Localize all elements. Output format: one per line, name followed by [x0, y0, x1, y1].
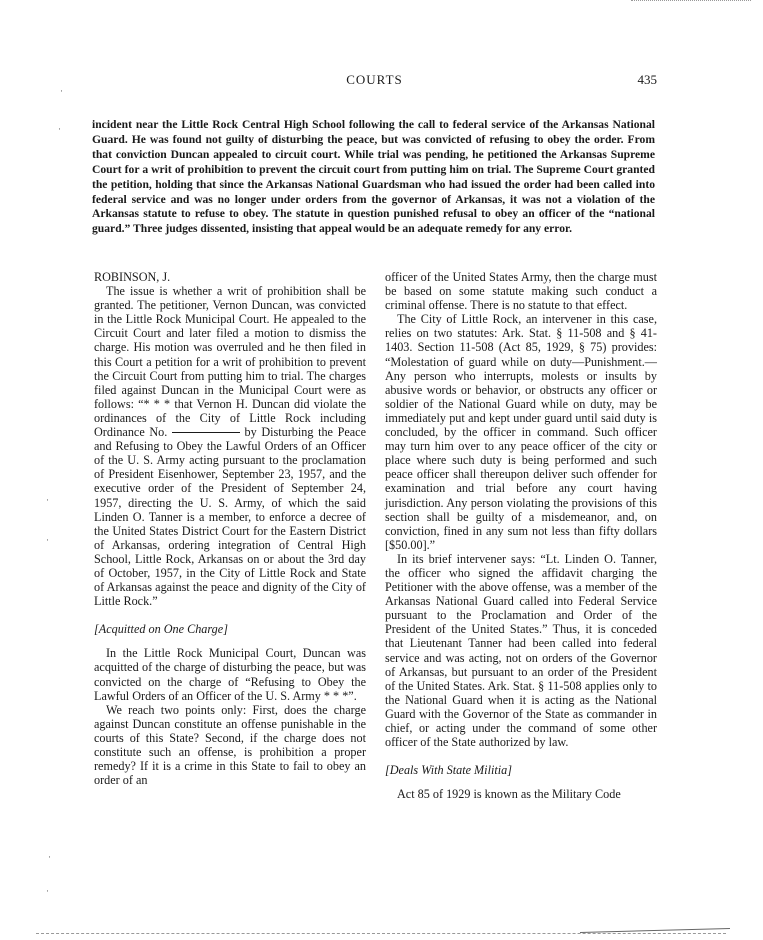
scan-speck: · [46, 886, 49, 896]
running-head [92, 72, 657, 88]
opinion-author: ROBINSON, J. [94, 270, 171, 284]
scan-speck: · [48, 852, 51, 862]
ordinance-number-blank [172, 432, 240, 433]
subheading-acquitted: [Acquitted on One Charge] [94, 622, 228, 637]
left-column [94, 270, 366, 787]
page-number: 435 [637, 72, 657, 87]
opinion-paragraph-7: Act 85 of 1929 is known as the Military Code [397, 787, 621, 802]
scan-speck: · [58, 124, 61, 134]
paragraph-1-part-b: by Disturbing the Peace and Refusing to Obey the Lawful Orders of an Officer of the U. S. Army acting pursuant to the proclamation of President Eisenhower, September 23, 1957, and the executive order of the President of September 24, 1957, directing the U. S. Army, of which the said Linden O. Tanner is a member, to enforce a decree of the United States District Court for the Eastern District of Arkansas, ordering integration of Central High School, Little Rock, Arkansas on or about the 3rd day of October, 1957, in the City of Little Rock and State of Arkansas against the peace and dignity of the City of Little Rock.” [94, 425, 366, 609]
scan-speck: · [60, 86, 63, 96]
paragraph-1-part-a: The issue is whether a writ of prohibition shall be granted. The petitioner, Vernon Duncan, was convicted in the Little Rock Municipal Court. He appealed to the Circuit Court and later filed a motion to dismiss the charge. His motion was overruled and he then filed in this Court a petition for a writ of prohibition to prevent the Circuit Court from putting him to trial. The charges filed against Duncan in the Municipal Court were as follows: “* * * that Vernon H. Duncan did violate the ordinances of the City of Little Rock including Ordinance No. [94, 284, 366, 440]
headnote: incident near the Little Rock Central High School following the call to federal service of the Arkansas National Guard. He was found not guilty of disturbing the peace, but was convicted of refusing to obey the order. From that conviction Duncan appealed to circuit court. While trial was pending, he petitioned the Arkansas Supreme Court for a writ of prohibition to prevent the circuit court from putting him on trial. The Supreme Court granted the petition, holding that since the Arkansas National Guardsman who had issued the order had been called into federal service and was no longer under orders from the governor of Arkansas, it was not a violation of the Arkansas statute to refuse to obey. The statute in question punished refusal to obey an officer of the “national guard.” Three judges dissented, insisting that appeal would be an adequate remedy for any error. [92, 118, 655, 236]
right-column [385, 270, 657, 801]
opinion-paragraph-3: We reach two points only: First, does the charge against Duncan constitute an offense punishable in the courts of this State? Second, if the charge does not constitute such an offense, is prohibition a proper remedy? If it is a crime in this State to fail to obey an order of an [94, 702, 366, 788]
scan-artifact-bottom [36, 933, 726, 934]
opinion-paragraph-5: The City of Little Rock, an intervener in this case, relies on two statutes: Ark. Stat. § 11-508 and § 41-1403. Section 11-508 (Act 85, 1929, § 75) provides: “Molestation of guard while on duty—Punishment.—Any person who interrupts, molests or insults by abusive words or behavior, or obstructs any officer or soldier of the National Guard while on duty, may be immediately put and kept under guard until said duty is concluded, by the officer in command. Such officer may turn him over to any peace officer of the city or place where such duty is being performed and such peace officer shall thereupon deliver such offender for examination and trial before any court having jurisdiction. Any person violating the provisions of this section shall be guilty of a misdemeanor, and, on conviction, fined in any sum not less than fifty dollars [$50.00].” [385, 312, 657, 552]
opinion-paragraph-1 [94, 284, 366, 608]
scan-speck: · [46, 535, 49, 545]
running-head-title: COURTS [346, 72, 403, 87]
opinion-paragraph-2: In the Little Rock Municipal Court, Duncan was acquitted of the charge of disturbing the peace, but was convicted on the charge of “Refusing to Obey the Lawful Orders of an Officer of the U. S. Army * * *”. [94, 646, 366, 703]
opinion-paragraph-6: In its brief intervener says: “Lt. Linden O. Tanner, the officer who signed the affidavit charging the Petitioner with the above offense, was a member of the Arkansas National Guard called into Federal Service pursuant to the Proclamation and Order of the President of the United States.” Thus, it is conceded that Lieutenant Tanner had been called into federal service and was acting, not on orders of the Governor of Arkansas, but pursuant to an order of the President of the United States. Ark. Stat. § 11-508 applies only to the National Guard when it is acting as the National Guard with the Governor of the State as commander in chief, or acting under the command of some other officer of the State authorized by law. [385, 551, 657, 750]
subheading-state-militia: [Deals With State Militia] [385, 763, 512, 778]
scan-speck: · [46, 495, 49, 505]
opinion-paragraph-4: officer of the United States Army, then the charge must be based on some statute making such conduct a criminal offense. There is no statute to that effect. [385, 270, 657, 313]
scan-artifact-top [631, 0, 751, 1]
